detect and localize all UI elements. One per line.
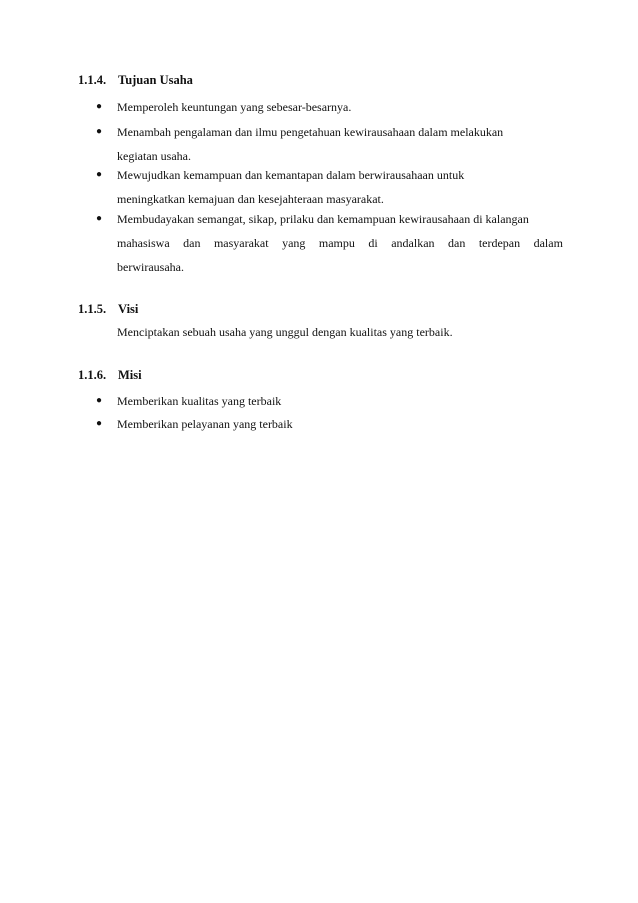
section-heading-visi <box>78 302 138 317</box>
list-item-text: Memperoleh keuntungan yang sebesar-besarnya. <box>117 100 352 114</box>
list-item-text-continued <box>117 236 563 251</box>
word: masyarakat <box>213 236 269 250</box>
list-item-text: Menambah pengalaman dan ilmu pengetahuan kewirausahaan dalam melakukan <box>117 125 504 139</box>
list-item-text-continued: meningkatkan kemajuan dan kesejahteraan masyarakat. <box>117 192 384 206</box>
list-item-text-continued: kegiatan usaha. <box>117 149 191 163</box>
word: mahasiswa <box>117 236 170 250</box>
word: terdepan <box>478 236 521 250</box>
bullet-icon: ● <box>96 395 103 406</box>
section-title: Tujuan Usaha <box>118 73 193 87</box>
word: dan <box>448 236 466 250</box>
section-heading-tujuan <box>78 73 193 88</box>
bullet-icon: ● <box>96 101 103 112</box>
list-item-text: Memberikan kualitas yang terbaik <box>117 394 282 408</box>
bullet-icon: ● <box>96 418 103 429</box>
word: dalam <box>533 236 563 250</box>
section-number: 1.1.5. <box>78 302 107 316</box>
visi-text: Menciptakan sebuah usaha yang unggul dengan kualitas yang terbaik. <box>117 325 453 339</box>
list-item-text: Membudayakan semangat, sikap, prilaku dan kemampuan kewirausahaan di kalangan <box>117 212 529 226</box>
list-item-text: Mewujudkan kemampuan dan kemantapan dalam berwirausahaan untuk <box>117 168 465 182</box>
word: mampu <box>318 236 355 250</box>
section-number: 1.1.4. <box>78 73 107 87</box>
bullet-icon: ● <box>96 126 103 137</box>
list-item-text-continued: berwirausaha. <box>117 260 184 274</box>
word: yang <box>282 236 306 250</box>
section-title: Misi <box>118 368 142 382</box>
list-item-text: Memberikan pelayanan yang terbaik <box>117 417 293 431</box>
section-heading-misi <box>78 368 142 383</box>
word: di <box>368 236 378 250</box>
word: dan <box>183 236 201 250</box>
section-title: Visi <box>118 302 139 316</box>
section-number: 1.1.6. <box>78 368 107 382</box>
bullet-icon: ● <box>96 213 103 224</box>
bullet-icon: ● <box>96 169 103 180</box>
word: andalkan <box>391 236 435 250</box>
